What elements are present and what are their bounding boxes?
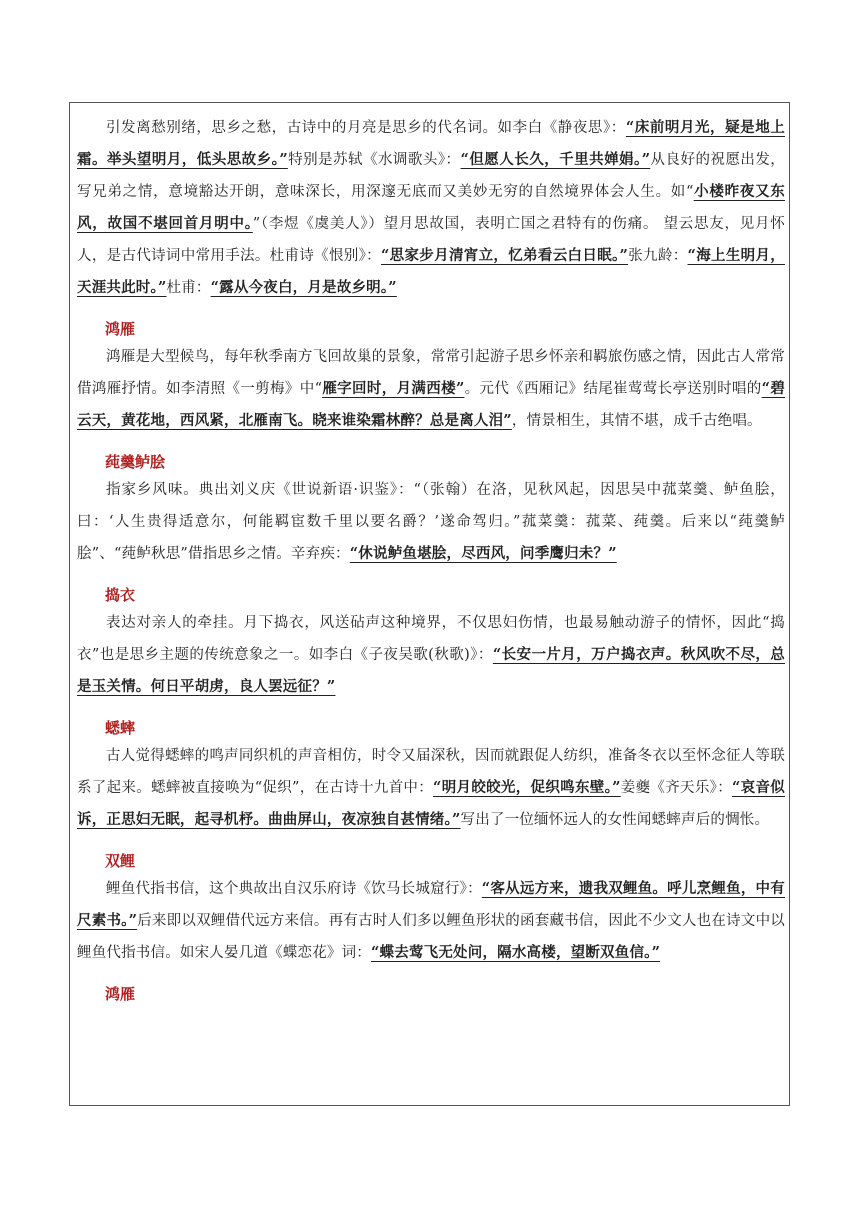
poem-quote: “休说鲈鱼堪脍，尽西风，问季鹰归未？” (349, 545, 617, 562)
poem-quote: “思家步月清宵立，忆弟看云白日眠。” (381, 247, 629, 264)
section-paragraph (77, 112, 785, 304)
body-text: 杜甫： (166, 280, 211, 296)
section-title: 鸿雁 (105, 985, 136, 1003)
body-text: 特别是苏轼《水调歌头》： (287, 152, 461, 168)
poem-quote: “碧云天，黄花地，西风紧，北雁南飞。晓来谁染霜林醉？总是离人泪” (77, 380, 786, 429)
body-text: 古人觉得蟋蟀的鸣声同织机的声音相仿，时令又届深秋，因而就跟促人纺织，准备冬衣以至怀念征人等联系了起来。蟋蟀被直接唤为“促织”，在古诗十九首中： (77, 748, 785, 796)
section-gap (77, 969, 785, 982)
section-title: 莼羹鲈脍 (105, 453, 166, 471)
poem-quote: “床前明月光，疑是地上霜。举头望明月，低头思故乡。” (77, 119, 785, 168)
section-title: 鸿雁 (105, 320, 136, 338)
section-paragraph (77, 873, 785, 969)
poem-quote: “客从远方来，遗我双鲤鱼。呼儿烹鲤鱼，中有尺素书。” (77, 880, 785, 929)
poem-quote: “但愿人长久，千里共婵娟。” (460, 151, 651, 168)
body-text: 写出了一位缅怀远人的女性闻蟋蟀声后的惆怅。 (460, 812, 770, 828)
section-gap (77, 437, 785, 450)
body-text: 张九龄： (628, 248, 688, 264)
body-text: ”（李煜《虞美人》）望月思故国，表明亡国之君特有的伤痛。 望云思友，见月怀人，是古代诗词中常用手法。杜甫诗《恨别》： (77, 216, 786, 264)
section-title: 捣衣 (105, 586, 136, 604)
body-text: ，情景相生，其情不堪，成千古绝唱。 (511, 413, 762, 429)
body-text: 鸿雁是大型候鸟，每年秋季南方飞回故巢的景象，常常引起游子思乡怀亲和羁旅伤感之情，因此古人常常借鸿雁抒情。如李清照《一剪梅》中“ (77, 349, 785, 397)
section-gap (77, 703, 785, 716)
document-content (77, 112, 785, 1006)
poem-quote: “海上生明月，天涯共此时。” (77, 247, 786, 296)
poem-quote: “蝶去莺飞无处问，隔水高楼，望断双鱼信。” (371, 944, 661, 961)
poem-quote: 雁字回时，月满西楼” (322, 380, 465, 397)
section-gap (77, 304, 785, 317)
body-text: 表达对亲人的牵挂。月下捣衣，风送砧声这种境界，不仅思妇伤情，也最易触动游子的情怀，因此“捣衣”也是思乡主题的传统意象之一。如李白《子夜吴歌(秋歌)》： (77, 615, 785, 663)
section-paragraph (77, 607, 785, 703)
section-paragraph (77, 740, 785, 836)
section-title: 蟋蟀 (105, 719, 136, 737)
poem-quote: “露从今夜白，月是故乡明。” (210, 279, 397, 296)
section-gap (77, 570, 785, 583)
body-text: 从良好的祝愿出发，写兄弟之情，意境豁达开朗，意味深长，用深邃无底而又美妙无穷的自然境界体会人生。如“ (77, 152, 785, 200)
poem-quote: “长安一片月，万户捣衣声。秋风吹不尽，总是玉关情。何日平胡虏，良人罢远征？” (77, 646, 785, 695)
poem-quote: “哀音似诉，正思妇无眠，起寻机杼。曲曲屏山，夜凉独自甚情绪。” (77, 779, 785, 828)
body-text: 指家乡风味。典出刘义庆《世说新语·识鉴》：“（张翰）在洛，见秋风起，因思吴中菰菜羹、鲈鱼脍，曰：‘人生贵得适意尔，何能羁宦数千里以要名爵？’遂命驾归。”菰菜羹：菰菜、莼羹。后来以“莼羹鲈脍”、“莼鲈秋思”借指思乡之情。辛弃疾： (77, 482, 785, 562)
section-gap (77, 836, 785, 849)
body-text: 后来即以双鲤借代远方来信。再有古时人们多以鲤鱼形状的函套藏书信，因此不少文人也在诗文中以鲤鱼代指书信。如宋人晏几道《蝶恋花》词： (77, 913, 786, 961)
body-text: 引发离愁别绪，思乡之愁，古诗中的月亮是思乡的代名词。如李白《静夜思》： (106, 120, 626, 136)
poem-quote: 小楼昨夜又东风，故国不堪回首月明中。 (77, 183, 786, 232)
body-text: 鲤鱼代指书信，这个典故出自汉乐府诗《饮马长城窟行》： (106, 881, 482, 897)
body-text: 。元代《西厢记》结尾崔莺莺长亭送别时唱的 (464, 381, 762, 397)
poem-quote: “明月皎皎光，促织鸣东壁。” (433, 779, 621, 796)
section-paragraph (77, 474, 785, 570)
body-text: 姜夔《齐天乐》： (620, 780, 733, 796)
section-paragraph (77, 341, 785, 437)
section-title: 双鲤 (105, 852, 136, 870)
